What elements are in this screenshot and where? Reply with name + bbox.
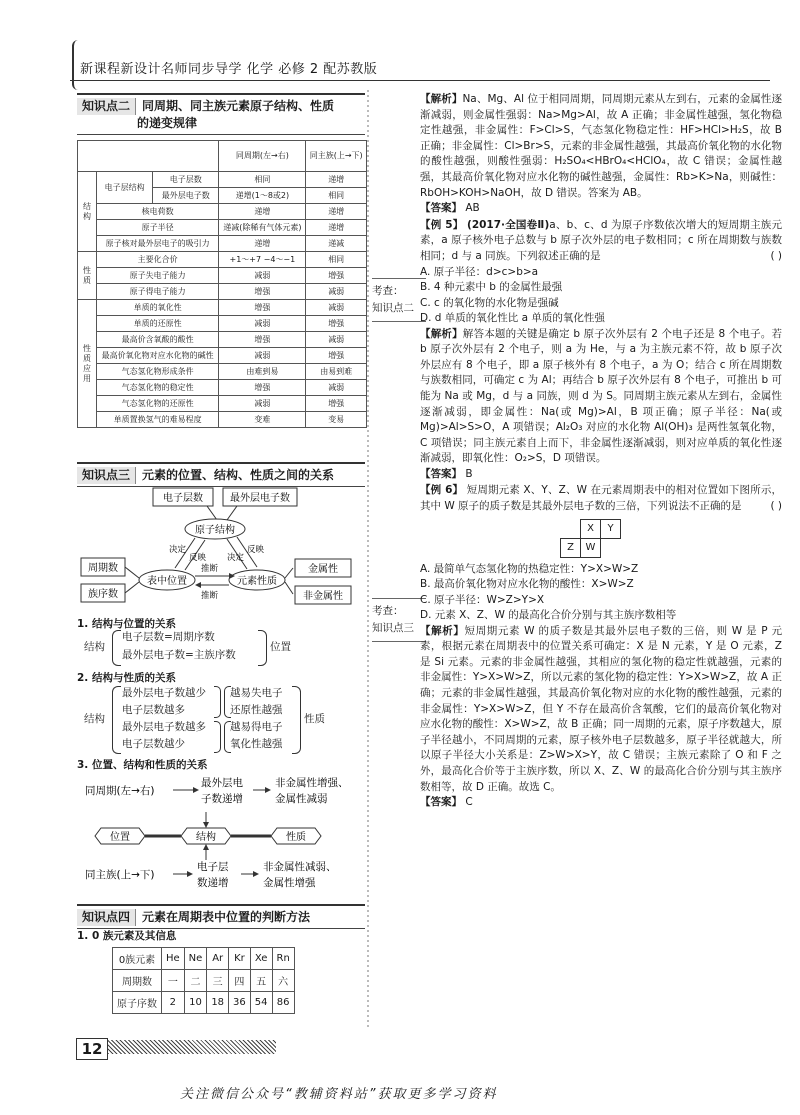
- table-cell: 由易到难: [306, 364, 367, 380]
- grid-cell-w: W: [581, 538, 601, 557]
- table-cell: 减弱: [306, 284, 367, 300]
- arrow-label-infer-1: 推断: [201, 564, 219, 574]
- table-cell: 递增: [306, 172, 367, 188]
- table-cell: 五: [250, 970, 272, 992]
- s3-p-right2: 金属性减弱: [275, 793, 328, 805]
- label-nonmetallicity: 非金属性: [303, 591, 343, 602]
- kp3-title: 元素的位置、结构、性质之间的关系: [142, 468, 335, 482]
- footer-note: 关注微信公众号“教辅资料站”获取更多学习资料: [180, 1087, 498, 1102]
- option-d: D. d 单质的氧化性比 a 单质的氧化性强: [420, 312, 605, 325]
- example-text: 短周期元素 X、Y、Z、W 在元素周期表中的相对位置如下图所示，其中 W 原子的质子数是其最外层电子数的三倍，下列说法不正确的是: [420, 484, 782, 513]
- analysis-label: 【解析】: [420, 624, 465, 637]
- grid-cell-x: X: [581, 519, 601, 538]
- option-b: B. 4 种元素中 b 的金属性最强: [420, 281, 563, 294]
- side-tag-kp3: [372, 598, 426, 642]
- s2-right: 性质: [304, 713, 325, 725]
- example-6: [420, 483, 782, 514]
- page-bar-hatch: [108, 1040, 276, 1054]
- group-electron-structure: 电子层结构: [97, 172, 153, 204]
- option-a: A. 最简单气态氢化物的热稳定性：Y>X>W>Z: [420, 562, 639, 575]
- analysis-4: [420, 92, 782, 201]
- kp2-title-line2: 的递变规律: [137, 116, 198, 130]
- grid-cell-z: Z: [561, 538, 581, 557]
- table-cell: 原子得电子能力: [97, 284, 219, 300]
- kp4-heading: [77, 904, 365, 929]
- table-cell: 主要化合价: [97, 252, 219, 268]
- kp4-title: 元素在周期表中位置的判断方法: [142, 910, 311, 924]
- arrow-label-reflect-2: 反映: [247, 545, 265, 555]
- element-grid: [420, 515, 782, 562]
- s3-g-right1: 非金属性减弱、: [263, 861, 337, 873]
- table-cell: 四: [229, 970, 251, 992]
- table-cell: 一: [162, 970, 185, 992]
- group-structure: 结构: [78, 172, 97, 252]
- table-cell: 增强: [219, 300, 306, 316]
- label-atomic-structure: 原子结构: [195, 525, 235, 536]
- s3-g-right2: 金属性增强: [263, 877, 316, 889]
- table-cell: 原子失电子能力: [97, 268, 219, 284]
- table-cell: 气态氢化物的稳定性: [97, 380, 219, 396]
- col-head-group: 同主族(上→下): [306, 141, 367, 172]
- page-number: 12: [81, 1040, 103, 1058]
- answer-label: 【答案】: [420, 796, 462, 809]
- header-rule: [70, 80, 770, 81]
- table-cell: 减弱: [219, 268, 306, 284]
- label-electron-layers: 电子层数: [163, 493, 203, 504]
- label-metallicity: 金属性: [308, 564, 338, 575]
- label-outer-electrons: 最外层电子数: [230, 493, 290, 504]
- table-cell: 增强: [306, 396, 367, 412]
- col-head-period: 同周期(左→右): [219, 141, 306, 172]
- answer-value: AB: [465, 202, 480, 215]
- s1-label: 结构: [84, 641, 105, 653]
- table-cell: 原子核对最外层电子的吸引力: [97, 236, 219, 252]
- answer-value: B: [465, 467, 473, 480]
- side-tag-line: 考查：: [372, 285, 404, 297]
- option-c: C. 原子半径：W>Z>Y>X: [420, 593, 545, 606]
- s2-l3: 最外层电子数越多: [122, 721, 206, 733]
- table-cell: 递增: [219, 236, 306, 252]
- example-label: 【例 5】: [420, 218, 464, 231]
- answer-label: 【答案】: [420, 467, 462, 480]
- table-cell: Rn: [272, 948, 294, 970]
- table-cell: 二: [184, 970, 207, 992]
- answer-value: C: [465, 796, 473, 809]
- table-cell: 增强: [306, 316, 367, 332]
- table-cell: 三: [207, 970, 229, 992]
- s2-r4: 氧化性越强: [230, 738, 283, 750]
- table-cell: 原子序数: [113, 992, 162, 1014]
- kp2-tag: 知识点二: [77, 98, 136, 115]
- brace-right: [258, 630, 267, 666]
- arrow-label-reflect-1: 反映: [189, 553, 207, 563]
- table-cell: Xe: [250, 948, 272, 970]
- s3-g-mid1: 电子层: [197, 861, 229, 873]
- table-cell: 原子半径: [97, 220, 219, 236]
- s1-line2: 最外层电子数=主族序数: [122, 649, 236, 661]
- table-cell: 递减: [306, 236, 367, 252]
- side-tag-kp2: [372, 278, 426, 322]
- answer-paren: ( ): [770, 249, 782, 262]
- s3-p-mid2: 子数递增: [201, 793, 243, 805]
- table-cell: 增强: [219, 284, 306, 300]
- grid-cell-y: Y: [601, 519, 621, 538]
- s3-period: 同周期(左→右): [85, 785, 155, 797]
- table-cell: 气态氢化物的还原性: [97, 396, 219, 412]
- table-cell: 递增: [306, 204, 367, 220]
- noble-gas-table: [112, 947, 295, 1014]
- s2-r2: 还原性越强: [230, 704, 283, 716]
- table-cell: 减弱: [306, 332, 367, 348]
- arrow-label-decide-1: 决定: [169, 545, 187, 555]
- s2-l4: 电子层数越少: [122, 738, 185, 750]
- kp3-relationship-diagram: [77, 482, 367, 612]
- table-cell: 减弱: [219, 316, 306, 332]
- s3-group: 同主族(上→下): [85, 869, 155, 881]
- table-cell: 36: [229, 992, 251, 1014]
- side-tag-line: 知识点二: [372, 302, 414, 314]
- analysis-6: [420, 624, 782, 796]
- table-cell: 18: [207, 992, 229, 1014]
- table-cell: 2: [162, 992, 185, 1014]
- option-a: A. 原子半径：d>c>b>a: [420, 265, 539, 278]
- table-cell: 相同: [306, 188, 367, 204]
- table-cell: 相同: [219, 172, 306, 188]
- page-header-title: 新课程新设计名师同步导学 化学 必修 2 配苏教版: [80, 62, 378, 77]
- kp3-tag: 知识点三: [77, 467, 136, 484]
- arrow-label-infer-2: 推断: [201, 591, 219, 601]
- s3-prop: 性质: [286, 832, 306, 843]
- table-cell: He: [162, 948, 185, 970]
- table-cell: 减弱: [306, 300, 367, 316]
- table-cell: 86: [272, 992, 294, 1014]
- s3-p-right1: 非金属性增强、: [275, 777, 349, 789]
- table-cell: 最外层电子数: [153, 188, 219, 204]
- label-element-property: 元素性质: [237, 576, 277, 587]
- analysis-text: Na、Mg、Al 位于相同周期，同周期元素从左到右，元素的金属性逐渐减弱，则金属性强弱：Na>Mg>Al，故 A 正确；非金属性越强，氢化物稳定性越强，非金属性：F>Cl>S，气态氢化物稳定性：HF>HCl>H₂S，故 B 正确；非金属性：Cl>Br>S，元素的非金属性越强，其最高价氧化物的水化物的酸性越强，则酸性强弱：H₂SO₄<HBrO₄<HClO₄，故 C 错误；金属性越强，其最高价氧化物对应水化物的碱性越强，金属性：Rb>K>Na，则碱性：RbOH>KOH>NaOH，故 D 错误。答案为 AB。: [420, 93, 783, 199]
- brace-mid: [214, 686, 221, 718]
- arrow-label-decide-2: 决定: [227, 553, 245, 563]
- kp2-title-line1: 同周期、同主族元素原子结构、性质: [142, 99, 335, 113]
- table-cell: Ne: [184, 948, 207, 970]
- side-tag-line: 考查：: [372, 605, 404, 617]
- table-cell: 0族元素: [113, 948, 162, 970]
- s3-pos: 位置: [110, 832, 130, 843]
- table-cell: Kr: [229, 948, 251, 970]
- table-cell: 增强: [306, 268, 367, 284]
- group-application: 性质应用: [78, 300, 97, 428]
- page-number-bar: [76, 1038, 276, 1058]
- s2-r3: 越易得电子: [230, 721, 283, 733]
- s3-struct: 结构: [196, 832, 216, 843]
- example-5: [420, 218, 782, 265]
- kp4-sub: 1. 0 族元素及其信息: [77, 930, 177, 942]
- s1-right: 位置: [270, 641, 291, 653]
- s2-r1: 越易失电子: [230, 687, 283, 699]
- group-property: 性质: [78, 252, 97, 300]
- side-tag-line: 知识点三: [372, 622, 414, 634]
- table-cell: 10: [184, 992, 207, 1014]
- s3-title: 3. 位置、结构和性质的关系: [77, 759, 208, 771]
- table-cell: 递增(1～8或2): [219, 188, 306, 204]
- table-cell: Ar: [207, 948, 229, 970]
- s1-title: 1. 结构与位置的关系: [77, 618, 176, 630]
- analysis-label: 【解析】: [420, 327, 463, 340]
- table-cell: +1～+7 −4～−1: [219, 252, 306, 268]
- table-cell: 递增: [306, 220, 367, 236]
- table-cell: 54: [250, 992, 272, 1014]
- table-cell: 增强: [306, 348, 367, 364]
- brace-left: [112, 686, 121, 754]
- option-c: C. c 的氧化物的水化物是强碱: [420, 296, 559, 309]
- table-cell: 相同: [306, 252, 367, 268]
- s2-l2: 电子层数越多: [122, 704, 185, 716]
- table-cell: 单质的还原性: [97, 316, 219, 332]
- s3-p-mid1: 最外层电: [201, 777, 243, 789]
- table-cell: 减弱: [219, 348, 306, 364]
- s3-diagram: [77, 772, 367, 900]
- brace-mid: [214, 721, 221, 753]
- table-cell: 气态氢化物形成条件: [97, 364, 219, 380]
- table-cell: 最高价含氧酸的酸性: [97, 332, 219, 348]
- table-cell: 电子层数: [153, 172, 219, 188]
- analysis-label: 【解析】: [420, 93, 463, 105]
- table-cell: 递减(除稀有气体元素): [219, 220, 306, 236]
- brace-right: [292, 686, 301, 754]
- table-cell: 单质的氧化性: [97, 300, 219, 316]
- table-cell: 递增: [219, 204, 306, 220]
- table-cell: 减弱: [306, 380, 367, 396]
- label-table-position: 表中位置: [147, 576, 187, 587]
- header-bracket: [72, 40, 80, 90]
- table-cell: 增强: [219, 380, 306, 396]
- table-cell: 由难到易: [219, 364, 306, 380]
- table-cell: 增强: [219, 332, 306, 348]
- option-d: D. 元素 X、Z、W 的最高化合价分别与其主族序数相等: [420, 609, 677, 622]
- analysis-text: 解答本题的关键是确定 b 原子次外层有 2 个电子还是 8 个电子。若 b 原子次外层有 2 个电子，则 a 为 He，与 a 为主族元素不符，故 b 原子次外层应有 8 个电子，即 a 原子核外有 8 个电子，a 为 O；结合 c 所在周期数与族数相同，可确定 c 为 Al；再结合 b 原子次外层有 8 个电子，可推出 b 可能为 Na 或 Mg，d 与 a 同族，则 d 为 S。同周期主族元素从左到右，金属性逐渐减弱，即金属性：Na(或 Mg)>Al，B 项正确；原子半径：Na(或 Mg)>Al>S>O，A 项错误；Al₂O₃ 对应的水化物 Al(OH)₃ 是两性氢氧化物，C 项错误；同主族元素自上而下，非金属性逐渐减弱，则对应单质的氧化性逐渐减弱，即氧化性：O₂>S，D 项错误。: [420, 327, 782, 465]
- kp2-table: [77, 140, 367, 428]
- option-b: B. 最高价氧化物对应水化物的酸性：X>W>Z: [420, 578, 634, 591]
- answer-paren: ( ): [770, 500, 782, 513]
- table-cell: 周期数: [113, 970, 162, 992]
- s2-title: 2. 结构与性质的关系: [77, 672, 176, 684]
- s3-g-mid2: 数递增: [197, 877, 229, 889]
- s2-l1: 最外层电子数越少: [122, 687, 206, 699]
- kp2-heading: [77, 93, 365, 135]
- table-cell: 核电荷数: [97, 204, 219, 220]
- brace-left: [112, 630, 121, 666]
- answer-label: 【答案】: [420, 202, 462, 215]
- s2-label: 结构: [84, 713, 105, 725]
- example-label: 【例 6】: [420, 484, 464, 497]
- label-group-number: 族序数: [88, 589, 118, 600]
- s1-line1: 电子层数=周期序数: [122, 631, 215, 643]
- analysis-text: 短周期元素 W 的质子数是其最外层电子数的三倍，则 W 是 P 元素，根据元素在周期表中的位置关系可确定：X 是 N 元素，Y 是 O 元素，Z 是 Si 元素。元素的非金属性越强，其相应的氢化物的稳定性就越强，元素的非金属性：Y>X>W>Z，所以元素的氢化物的稳定性：Y>X>W>Z，故 A 正确；元素的非金属性越强，其最高价氧化物对应的水化物的酸性越强，元素的非金属性：Y>X>W>Z，但 Y 不存在最高价含氧酸，它们的最高价氧化物对应水化物的酸性：X>W>Z，故 B 正确；同一周期的元素，原子序数越大，原子半径越小，不同周期的元素，原子核外电子层数越多，原子半径就越大，所以原子半径大小关系是：Z>W>X>Y，故 C 错误；主族元素除了 O 和 F 之外，最高化合价等于主族序数，所以 X、Z、W 的最高化合价分别与其主族序数相等，故 D 正确。故选 C。: [420, 624, 782, 793]
- table-cell: 变难: [219, 412, 306, 428]
- label-period-number: 周期数: [88, 563, 118, 574]
- table-cell: 变易: [306, 412, 367, 428]
- table-cell: 单质置换氢气的难易程度: [97, 412, 219, 428]
- example-text: a、b、c、d 为原子序数依次增大的短周期主族元素，a 原子核外电子总数与 b 原子次外层的电子数相同；c 所在周期数与族数相同；d 与 a 同族。下列叙述正确的是: [420, 218, 783, 262]
- table-cell: 六: [272, 970, 294, 992]
- table-cell: 减弱: [219, 396, 306, 412]
- analysis-5: [420, 327, 782, 467]
- kp4-tag: 知识点四: [77, 909, 136, 926]
- table-cell: 最高价氧化物对应水化物的碱性: [97, 348, 219, 364]
- example-source: (2017·全国卷Ⅱ): [467, 218, 550, 231]
